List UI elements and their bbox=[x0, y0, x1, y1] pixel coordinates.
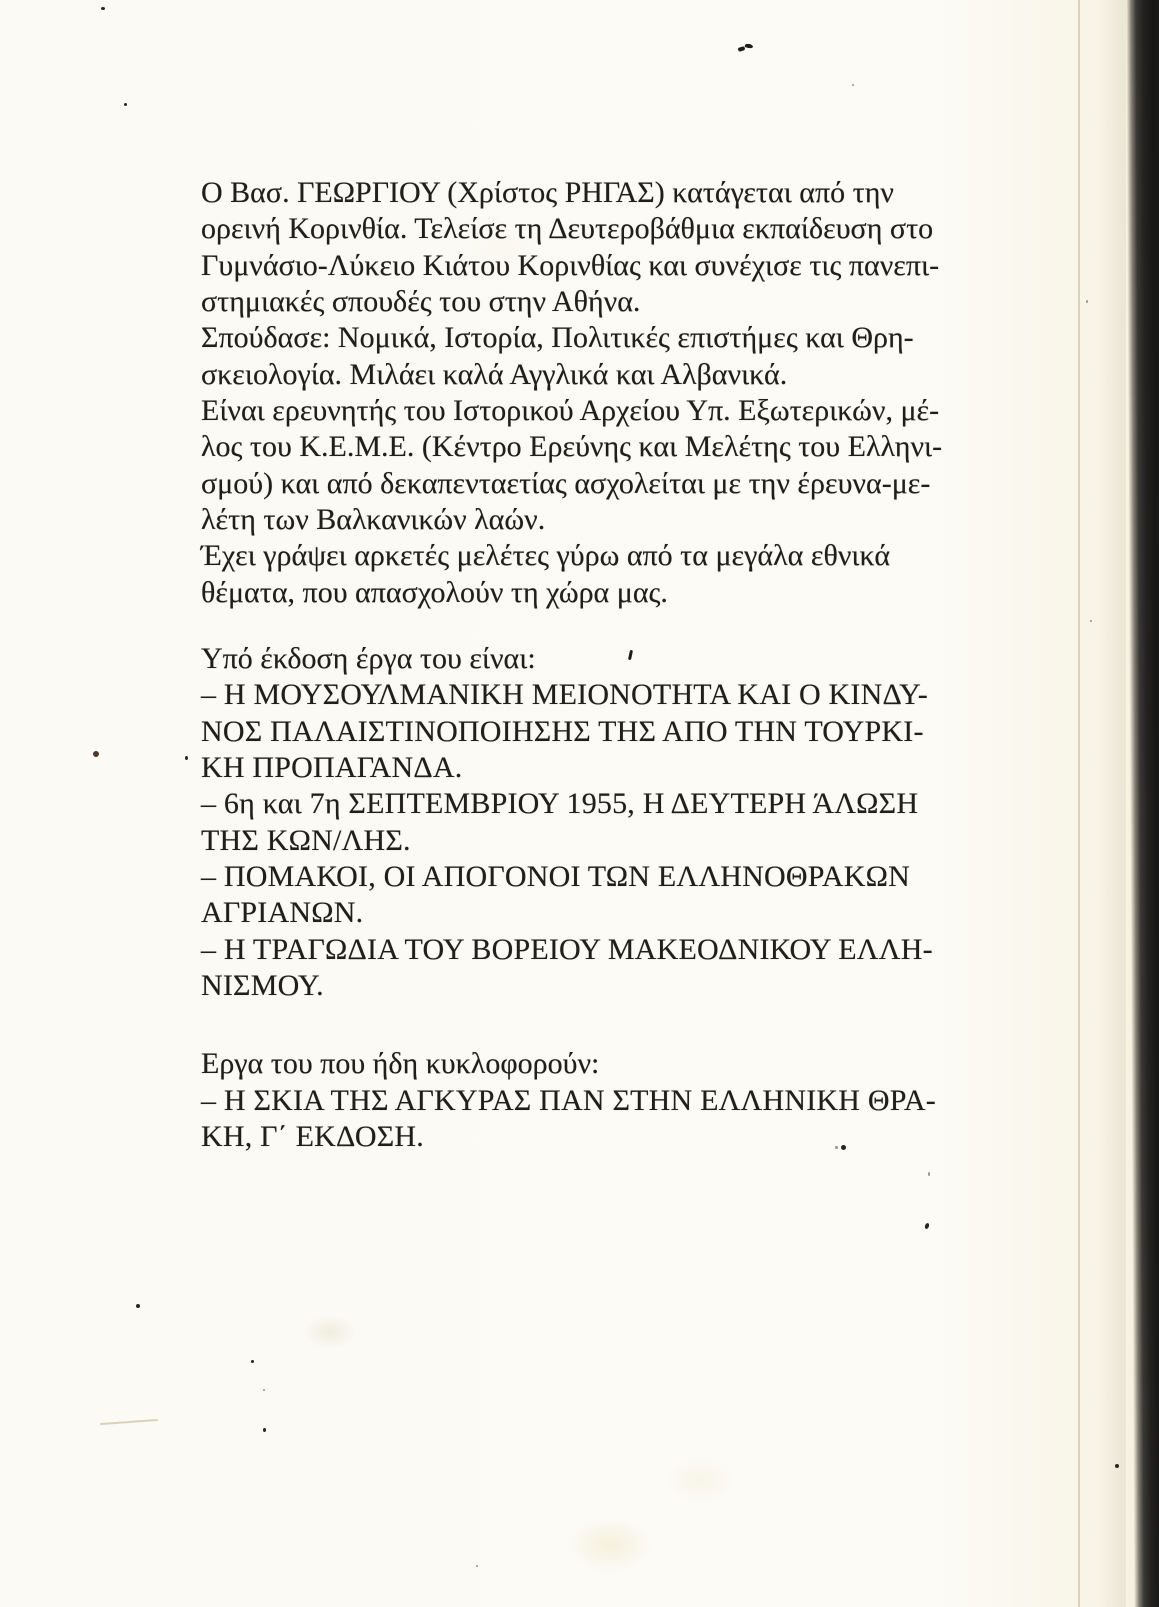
scan-speck bbox=[1115, 1464, 1119, 1468]
text-line: Έχει γράψει αρκετές μελέτες γύρω από τα μεγάλα εθνικά bbox=[201, 539, 891, 573]
text-block bbox=[201, 175, 1030, 1155]
scan-speck bbox=[263, 1428, 266, 1432]
text-line: ΑΓΡΙΑΝΩΝ. bbox=[201, 896, 364, 930]
text-line: ΚΗ, Γ΄ ΕΚΔΟΣΗ. bbox=[201, 1119, 424, 1153]
text-line: Ο Βασ. ΓΕΩΡΓΙΟΥ (Χρίστος ΡΗΓΑΣ) κατάγεται από την bbox=[201, 176, 894, 209]
scan-speck bbox=[841, 1145, 846, 1150]
scan-speck bbox=[1090, 620, 1092, 622]
text-line: σκειολογία. Μιλάει καλά Αγγλικά και Αλβανικά. bbox=[201, 357, 788, 391]
text-line: Σπούδασε: Νομικά, Ιστορία, Πολιτικές επιστήμες και Θρη- bbox=[201, 321, 914, 355]
page-stack-crease bbox=[1078, 0, 1080, 1607]
text-line: Γυμνάσιο-Λύκειο Κιάτου Κορινθίας και συνέχισε τις πανεπι- bbox=[201, 248, 940, 282]
text-line: ΝΙΣΜΟΥ. bbox=[201, 968, 324, 1002]
text-line: θέματα, που απασχολούν τη χώρα μας. bbox=[201, 575, 668, 609]
scan-speck bbox=[263, 1389, 265, 1391]
scan-speck bbox=[476, 1565, 478, 1567]
text-line: στημιακές σπουδές του στην Αθήνα. bbox=[201, 284, 641, 318]
section-heading: Υπό έκδοση έργα του είναι: bbox=[201, 641, 536, 675]
text-line: Είναι ερευνητής του Ιστορικού Αρχείου Υπ. Εξωτερικών, μέ- bbox=[201, 393, 940, 427]
scan-speck bbox=[101, 7, 105, 10]
scan-speck bbox=[251, 1360, 254, 1363]
scan-speck bbox=[185, 756, 188, 760]
text-line: – 6η και 7η ΣΕΠΤΕΜΒΡΙΟΥ 1955, Η ΔΕΥΤΕΡΗ ΆΛΩΣΗ bbox=[201, 787, 919, 821]
scan-speck bbox=[835, 1146, 838, 1149]
page-edge-soft-shadow bbox=[1095, 0, 1126, 1607]
scan-speck bbox=[93, 751, 99, 757]
text-line: λος του Κ.Ε.Μ.Ε. (Κέντρο Ερεύνης και Μελέτης του Ελληνι- bbox=[201, 430, 943, 464]
book-edge-dark-band bbox=[1126, 0, 1159, 1607]
text-line: – ΠΟΜΑΚΟΙ, ΟΙ ΑΠΟΓΟΝΟΙ ΤΩΝ ΕΛΛΗΝΟΘΡΑΚΩΝ bbox=[201, 859, 910, 893]
scan-scratch bbox=[100, 1419, 158, 1425]
scan-speck bbox=[136, 1304, 140, 1308]
text-line: ΝΟΣ ΠΑΛΑΙΣΤΙΝΟΠΟΙΗΣΗΣ ΤΗΣ ΑΠΟ ΤΗΝ ΤΟΥΡΚΙ- bbox=[201, 714, 924, 748]
text-line: ορεινή Κορινθία. Τελείσε τη Δευτεροβάθμια εκπαίδευση στο bbox=[201, 212, 934, 246]
scan-speck bbox=[124, 103, 127, 106]
scan-mark bbox=[745, 43, 754, 49]
section-heading: Εργα του που ήδη κυκλοφορούν: bbox=[201, 1047, 600, 1081]
text-line: σμού) και από δεκαπενταετίας ασχολείται με την έρευνα-με- bbox=[201, 466, 931, 500]
text-line: ΚΗ ΠΡΟΠΑΓΑΝΔΑ. bbox=[201, 750, 463, 784]
scan-speck bbox=[928, 1172, 930, 1176]
scan-speck bbox=[924, 1222, 930, 1229]
text-line: λέτη των Βαλκανικών λαών. bbox=[201, 502, 546, 536]
text-line: – Η ΜΟΥΣΟΥΛΜΑΝΙΚΗ ΜΕΙΟΝΟΤΗΤΑ ΚΑΙ Ο ΚΙΝΔΥ- bbox=[201, 678, 928, 712]
text-line: ΤΗΣ ΚΩΝ/ΛΗΣ. bbox=[201, 823, 411, 857]
text-line: – Η ΣΚΙΑ ΤΗΣ ΑΓΚΥΡΑΣ ΠΑΝ ΣΤΗΝ ΕΛΛΗΝΙΚΗ ΘΡΑ- bbox=[201, 1083, 936, 1117]
scan-speck bbox=[1086, 300, 1088, 303]
text-line: – Η ΤΡΑΓΩΔΙΑ ΤΟΥ ΒΟΡΕΙΟΥ ΜΑΚΕΟΔΝΙΚΟΥ ΕΛΛΗ- bbox=[201, 932, 933, 966]
scan-speck bbox=[852, 84, 854, 86]
